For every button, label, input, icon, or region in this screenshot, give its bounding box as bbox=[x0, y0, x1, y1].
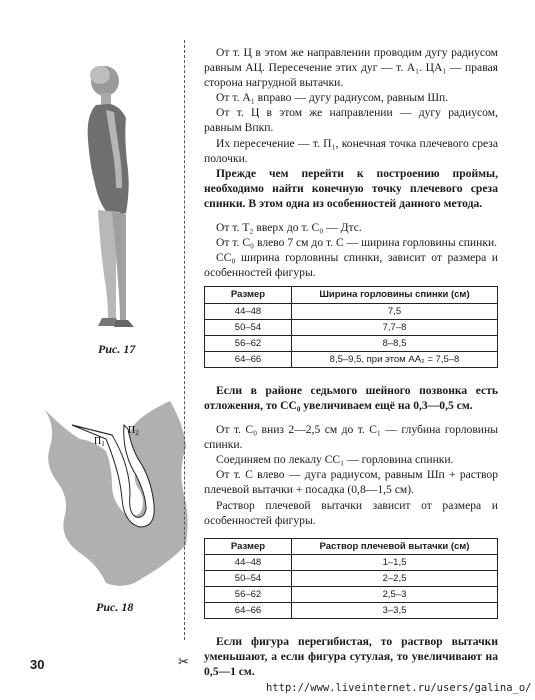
table-cell: 3–3,5 bbox=[292, 603, 498, 619]
paragraph: От т. С₀ влево 7 см до т. С — ширина горловины спинки. bbox=[216, 236, 498, 250]
table-cell: 2–2,5 bbox=[292, 570, 498, 586]
fig18-caption: Рис. 18 bbox=[96, 600, 134, 614]
p2-point-label: $П_2$ bbox=[128, 425, 139, 437]
table-cell: 1–1,5 bbox=[292, 554, 498, 570]
paragraph: От т. С₀ вниз 2—2,5 см до т. С₁ — глубина горловины спинки. bbox=[204, 423, 498, 452]
table-row bbox=[205, 554, 498, 570]
table-cell: 44–48 bbox=[205, 303, 292, 319]
table-cell: 64–66 bbox=[205, 351, 292, 367]
paragraph: Раствор плечевой вытачки зависит от размера и особенностей фигуры. bbox=[204, 498, 498, 527]
table-row bbox=[205, 603, 498, 619]
bold-paragraph: Прежде чем перейти к построению проймы, необходимо найти конечную точку плечевого среза спинки. В этом одна из особенностей данного метода. bbox=[204, 166, 498, 210]
table-row bbox=[205, 351, 498, 367]
cut-line bbox=[184, 40, 185, 640]
fig17-caption: Рис. 17 bbox=[98, 342, 136, 356]
table-header-row bbox=[205, 287, 498, 303]
paragraph: От т. С влево — дуга радиусом, равным Шп + раствор плечевой вытачки + посадка (0,8—1,5 см). bbox=[204, 468, 498, 497]
text-block-upper bbox=[204, 45, 498, 679]
table-row bbox=[205, 319, 498, 335]
paragraph: Их пересечение — т. П₁, конечная точка плечевого среза полочки. bbox=[204, 136, 498, 165]
neck-width-table bbox=[204, 286, 498, 367]
page-number: 30 bbox=[30, 657, 45, 672]
paragraph: От т. Ц в этом же направлении проводим дугу радиусом равным АЦ. Пересечение этих дуг — т. А₁. ЦА₁ — правая сторона нагрудной вытачки. bbox=[204, 46, 498, 90]
source-url: http://www.liveinternet.ru/users/galina_o/ bbox=[266, 682, 532, 694]
table-cell: 44–48 bbox=[205, 554, 292, 570]
paragraph: От т. Т₂ вверх до т. С₀ — Дтс. bbox=[216, 221, 362, 235]
paragraph: От т. Ц в этом же направлении — дугу радиусом, равным Впкп. bbox=[204, 106, 498, 135]
table-row bbox=[205, 303, 498, 319]
table-header-row bbox=[205, 538, 498, 554]
paragraph: От т. А₁ вправо — дугу радиусом, равным Шп. bbox=[216, 91, 449, 105]
fig18-pattern-illustration bbox=[36, 395, 196, 600]
table-cell: 8–8,5 bbox=[292, 335, 498, 351]
paragraph: Соединяем по лекалу СС₁ — горловина спинки. bbox=[216, 453, 454, 467]
table-cell: 64–66 bbox=[205, 603, 292, 619]
table-header: Раствор плечевой вытачки (см) bbox=[292, 538, 498, 554]
table-header: Ширина горловины спинки (см) bbox=[292, 287, 498, 303]
table-cell: 50–54 bbox=[205, 319, 292, 335]
table-header: Размер bbox=[205, 287, 292, 303]
table-cell: 8,5–9,5, при этом АА₂ = 7,5–8 bbox=[292, 351, 498, 367]
scissors-icon: ✂ bbox=[178, 654, 189, 669]
bold-paragraph: Если фигура перегибистая, то раствор вытачки уменьшают, а если фигура сутулая, то увеличивают на 0,5—1 см. bbox=[204, 635, 498, 679]
table-cell: 7,7–8 bbox=[292, 319, 498, 335]
p1-point-label: $П_1$ bbox=[94, 436, 105, 448]
table-cell: 7,5 bbox=[292, 303, 498, 319]
paragraph: СС₀ ширина горловины спинки, зависит от размера и особенностей фигуры. bbox=[204, 251, 498, 280]
fig17-woman-illustration bbox=[50, 60, 220, 330]
table-cell: 2,5–3 bbox=[292, 587, 498, 603]
table-cell: 56–62 bbox=[205, 587, 292, 603]
table-cell: 56–62 bbox=[205, 335, 292, 351]
table-row bbox=[205, 570, 498, 586]
table-row bbox=[205, 335, 498, 351]
table-cell: 50–54 bbox=[205, 570, 292, 586]
shoulder-dart-table bbox=[204, 538, 498, 619]
table-header: Размер bbox=[205, 538, 292, 554]
table-row bbox=[205, 587, 498, 603]
bold-paragraph: Если в районе седьмого шейного позвонка есть отложения, то СС₀ увеличиваем ещё на 0,3—0,5 см. bbox=[204, 383, 498, 412]
